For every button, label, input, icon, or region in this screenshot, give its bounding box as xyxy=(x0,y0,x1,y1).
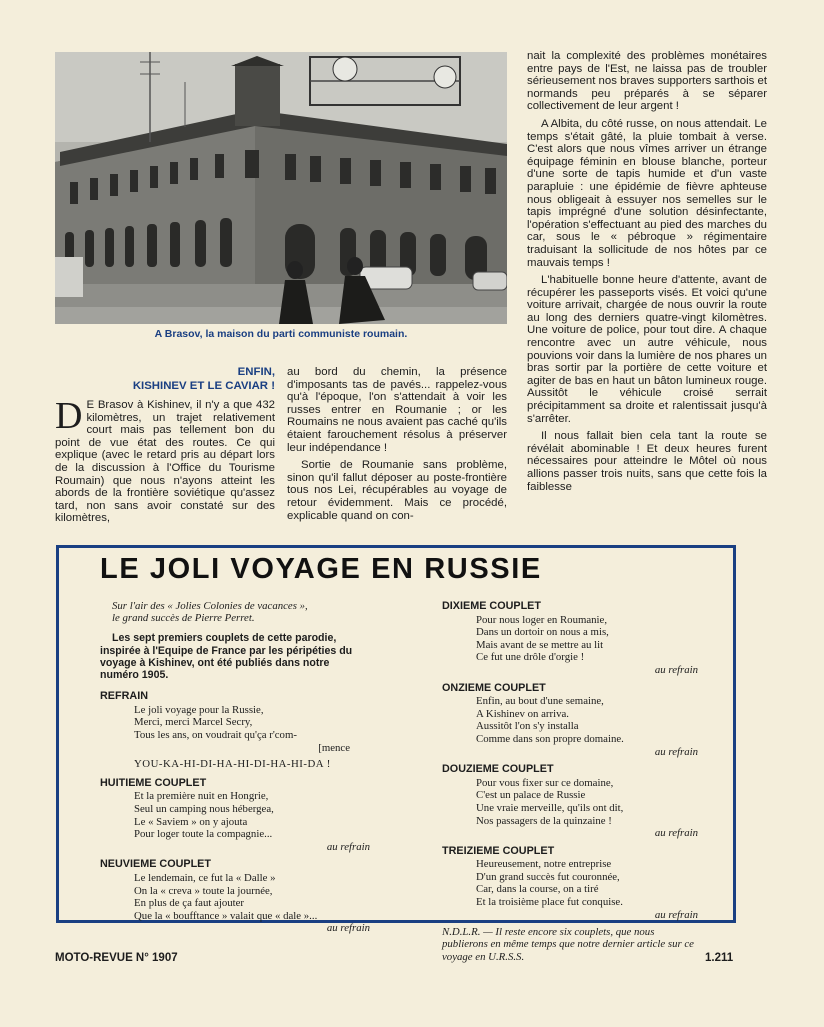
verse-line: Le « Saviem » on y ajouta xyxy=(134,815,248,828)
verse-line: Aussitôt l'on s'y installa xyxy=(476,720,579,733)
magazine-issue: MOTO-REVUE N° 1907 xyxy=(55,952,178,964)
verse-line: Merci, merci Marcel Secry, xyxy=(134,716,253,729)
verse-line: Et la première nuit en Hongrie, xyxy=(134,790,269,803)
couplet-title-8: HUITIEME COUPLET xyxy=(100,776,207,789)
verse-line: D'un grand succès fut couronnée, xyxy=(476,870,620,883)
verse-line-continuation: [mence xyxy=(318,741,350,754)
verse-line: Tous les ans, on voudrait qu'ça r'com- xyxy=(134,729,297,741)
couplet-title-10: DIXIEME COUPLET xyxy=(442,600,541,612)
verse-line: Que la « boufftance » valait que « dale »... xyxy=(134,909,318,922)
article-paragraph: Il nous fallait bien cela tant la route se révélait abominable ! Et deux heures furent nécessaires pour atteindre le Môtel où nous allions passer trois nuits, sans que cette fois la faiblesse xyxy=(527,430,767,493)
refrain-verse xyxy=(134,704,370,754)
couplet-verse-8 xyxy=(134,790,370,840)
article-paragraph: L'habituelle bonne heure d'attente, avant de récupérer les passeports visés. Et voici qu'une voiture arrivait, chargée de nous ouvrir la route au long des derniers quatre-vingt kilomètres. Une voiture de police, pour tout dire. A chaque rencontre avec un autre véhicule, nous pouvions voir dans la lumière de nos phares un bras sortir par la portière de cette voiture et agiter de bas en haut un bâton lumineux rouge. Aussitôt le véhicule croisé serrait précipitamment sa droite et ralentissait jusqu'à s'arrêter. xyxy=(527,274,767,425)
verse-line: Car, dans la course, on a tiré xyxy=(476,883,599,896)
refrain-marker: au refrain xyxy=(654,745,698,758)
refrain-marker: au refrain xyxy=(326,922,370,935)
article-paragraph xyxy=(55,395,275,525)
song-column-left xyxy=(100,600,370,940)
photo-caption: A Brasov, la maison du parti communiste roumain. xyxy=(154,328,408,340)
verse-line: Nos passagers de la quinzaine ! xyxy=(476,814,612,827)
article-paragraph: Sortie de Roumanie sans problème, sinon qu'il fallut déposer au poste-frontière tous nos Lei, récupérables au voyage de retour évidemment. Mais ce procédé, explicable quand on con- xyxy=(287,459,507,522)
couplet-title-12: DOUZIEME COUPLET xyxy=(442,763,554,776)
building-photo xyxy=(55,52,507,324)
article-paragraph: nait la complexité des problèmes monétaires entre pays de l'Est, ne laissa pas de troubler sérieusement nos braves supporters sarthois et normands peu préparés à se séparer collectivement de leur argent ! xyxy=(527,50,767,113)
couplet-verse-11 xyxy=(476,695,698,745)
verse-line: Et la troisième place fut conquise. xyxy=(476,896,623,909)
verse-line: Mais avant de se mettre au lit xyxy=(476,638,604,651)
couplet-verse-12 xyxy=(476,777,698,827)
verse-line: Pour nous loger en Roumanie, xyxy=(476,613,608,626)
verse-line: Pour loger toute la compagnie... xyxy=(134,828,273,841)
verse-line: A Kishinev on arriva. xyxy=(476,707,569,720)
intro-line: le grand succès de Pierre Perret. xyxy=(112,612,255,625)
article-column-3 xyxy=(527,50,767,498)
song-title: LE JOLI VOYAGE EN RUSSIE xyxy=(100,553,542,585)
verse-line: Seul un camping nous hébergea, xyxy=(134,802,274,815)
intro-line: Sur l'air des « Jolies Colonies de vacances », xyxy=(112,600,308,612)
couplet-title-11: ONZIEME COUPLET xyxy=(442,681,546,694)
refrain-shout: YOU-KA-HI-DI-HA-HI-DI-HA-HI-DA ! xyxy=(134,758,331,771)
verse-line: Dans un dortoir on nous a mis, xyxy=(476,626,609,639)
refrain-title: REFRAIN xyxy=(100,690,148,703)
song-intro-bold: Les sept premiers couplets de cette parodie, inspirée à l'Equipe de France par les péripéties du voyage à Kishinev, ont été publiés dans notre numéro 1905. xyxy=(100,632,353,682)
couplet-verse-10 xyxy=(476,614,698,664)
song-intro-italic xyxy=(112,600,370,624)
article-paragraph: au bord du chemin, la présence d'imposants tas de pavés... rappelez-vous qu'à l'époque, l'on s'attendait à voir les russes entrer en Roumanie ; or les Roumains ne nous avaient pas caché qu'ils étaient farouchement résolus à préserver leur indépendance ! xyxy=(287,366,507,454)
couplet-title-9: NEUVIEME COUPLET xyxy=(100,858,211,871)
couplet-verse-13 xyxy=(476,858,698,908)
page-number: 1.211 xyxy=(705,952,734,964)
verse-line: Enfin, au bout d'une semaine, xyxy=(476,695,604,708)
subheading-line-2: KISHINEV ET LE CAVIAR ! xyxy=(132,379,275,392)
couplet-title-13: TREIZIEME COUPLET xyxy=(442,844,555,857)
verse-line: Ce fut une drôle d'orgie ! xyxy=(476,651,585,664)
verse-line: Le lendemain, ce fut la « Dalle » xyxy=(134,871,276,884)
article-paragraph: A Albita, du côté russe, on nous attendait. Le temps s'était gâté, la pluie tombait à verse. C'est alors que nous vîmes arriver un étrange équipage féminin en blouse blanche, porteur d'une sorte de tapis humide et d'un vaste parapluie : une épidémie de fièvre aphteuse nous obligeait à essuyer nos semelles sur le tapis imprégné d'une solution désinfectante, l'opération s'effectuant au pied des marches du car, sous le « pébroque » régimentaire traduisant la sollicitude de nos hôtes par ce mauvais temps ! xyxy=(527,117,767,269)
verse-line: On la « creva » toute la journée, xyxy=(134,884,273,897)
refrain-marker: au refrain xyxy=(326,840,370,853)
editor-note: N.D.L.R. — Il reste encore six couplets, que nous publierons en même temps que notre dernier article sur ce voyage en U.R.S.S. xyxy=(442,926,694,963)
paragraph-text: E Brasov à Kishinev, il n'y a que 432 kilomètres, un trajet relativement court mais pas tellement bon du point de vue état des routes. Ce qui explique (avec le retard pris au départ lors de la discussion à l'Office du Tourisme Roumain) que nous n'ayons atteint les abords de la frontière soviétique qu'assez tard, non sans avoir constaté sur des kilomètres, xyxy=(55,399,275,525)
verse-line: Comme dans son propre domaine. xyxy=(476,732,624,745)
verse-line: Pour vous fixer sur ce domaine, xyxy=(476,776,614,789)
verse-line: Heureusement, notre entreprise xyxy=(476,858,612,871)
refrain-marker: au refrain xyxy=(654,908,698,921)
drop-cap: D xyxy=(55,395,83,437)
article-column-1 xyxy=(55,366,275,530)
verse-line: Une vraie merveille, qu'ils ont dit, xyxy=(476,801,624,814)
refrain-marker: au refrain xyxy=(654,827,698,840)
song-column-right xyxy=(442,600,698,963)
verse-line: C'est un palace de Russie xyxy=(476,789,586,802)
section-subheading xyxy=(55,366,275,393)
subheading-line-1: ENFIN, xyxy=(237,366,275,378)
verse-line: En plus de ça faut ajouter xyxy=(134,897,245,910)
verse-line: Le joli voyage pour la Russie, xyxy=(134,703,264,716)
refrain-marker: au refrain xyxy=(654,663,698,676)
article-column-2 xyxy=(287,366,507,527)
couplet-verse-9 xyxy=(134,872,370,922)
